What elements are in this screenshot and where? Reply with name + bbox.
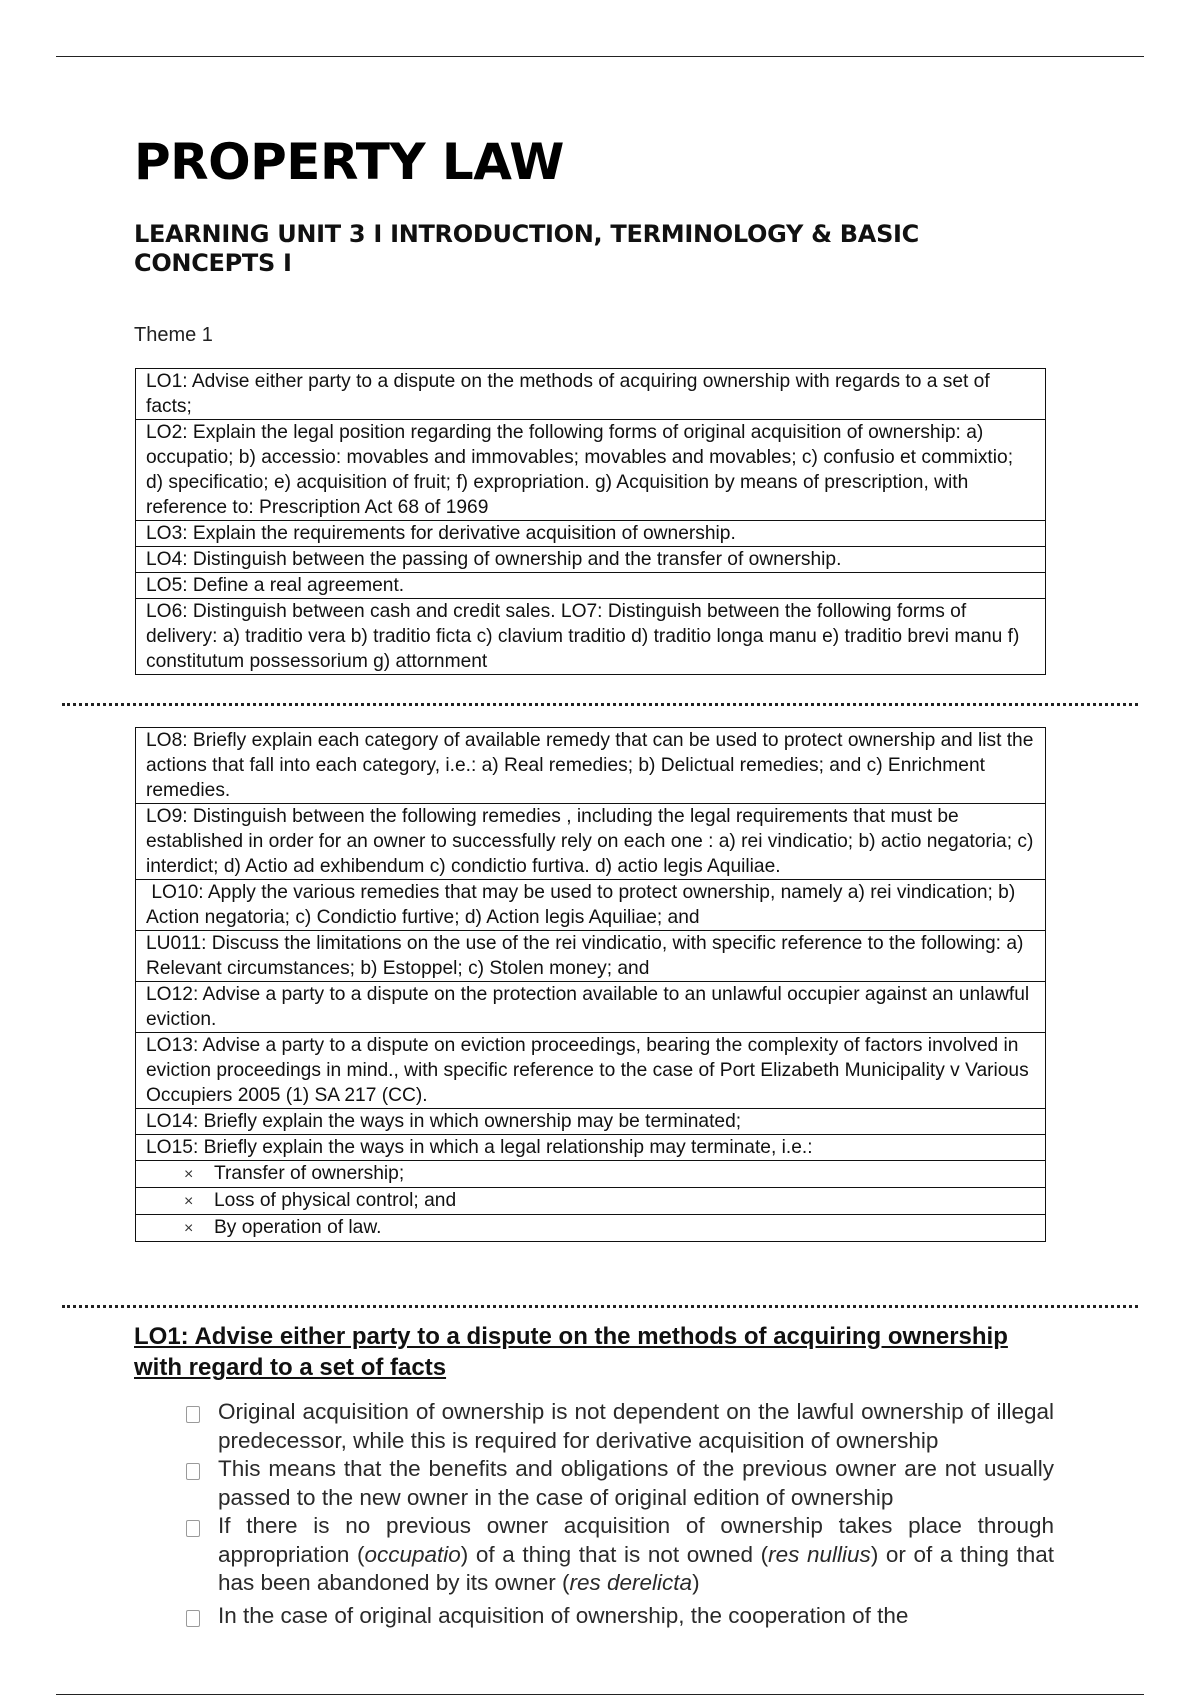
outcome-lo9: LO9: Distinguish between the following remedies , including the legal requirements that must be established in order for an owner to successfully rely on each one : a) rei vindicatio; b) actio negatoria; c) interdict; d) Actio ad exhibendum c) condictio furtiva. d) actio legis Aquiliae. <box>136 804 1046 880</box>
outcome-lo5: LO5: Define a real agreement. <box>136 573 1046 599</box>
termination-item <box>136 1161 1046 1188</box>
table-row <box>136 880 1046 931</box>
table-row <box>136 1135 1046 1161</box>
table-row <box>136 420 1046 521</box>
outcome-lo14: LO14: Briefly explain the ways in which ownership may be terminated; <box>136 1109 1046 1135</box>
outcome-lo13: LO13: Advise a party to a dispute on eviction proceedings, bearing the complexity of factors involved in eviction proceedings in mind., with specific reference to the case of Port Elizabeth Municipality v Various Occupiers 2005 (1) SA 217 (CC). <box>136 1033 1046 1109</box>
unit-title: LEARNING UNIT 3 I INTRODUCTION, TERMINOLOGY & BASIC CONCEPTS I <box>134 220 919 277</box>
table-row <box>136 369 1046 420</box>
top-rule <box>56 56 1144 57</box>
dotted-separator <box>62 703 1138 706</box>
note-text: In the case of original acquisition of ownership, the cooperation of the <box>218 1602 909 1628</box>
outcome-lo3: LO3: Explain the requirements for derivative acquisition of ownership. <box>136 521 1046 547</box>
latin-term: res derelicta <box>569 1570 693 1595</box>
outcome-lo4: LO4: Distinguish between the passing of ownership and the transfer of ownership. <box>136 547 1046 573</box>
list-item <box>186 1455 1054 1512</box>
table-row <box>136 1188 1046 1215</box>
table-row <box>136 1161 1046 1188</box>
termination-item-text: By operation of law. <box>214 1217 382 1238</box>
termination-item-text: Loss of physical control; and <box>214 1190 457 1211</box>
outcome-lo2: LO2: Explain the legal position regarding the following forms of original acquisition of ownership: a) occupatio; b) accessio: movables and immovables; movables and movables; c) confusio et commixtio; d) specificatio; e) acquisition of fruit; f) expropriation. g) Acquisition by means of prescription, with reference to: Prescription Act 68 of 1969 <box>136 420 1046 521</box>
table-row <box>136 804 1046 880</box>
table-row <box>136 547 1046 573</box>
notes-list <box>186 1398 1054 1630</box>
outcome-lo15: LO15: Briefly explain the ways in which a legal relationship may terminate, i.e.: <box>136 1135 1046 1161</box>
note-text: This means that the benefits and obligations of the previous owner are not usually passed to the new owner in the case of original edition of ownership <box>218 1456 1054 1510</box>
outcomes-table-2 <box>135 727 1046 1242</box>
table-row <box>136 728 1046 804</box>
outcome-lo6-lo7: LO6: Distinguish between cash and credit sales. LO7: Distinguish between the following forms of delivery: a) traditio vera b) traditio ficta c) clavium traditio d) traditio longa manu e) traditio brevi manu f) constitutum possessorium g) attornment <box>136 599 1046 675</box>
table-row <box>136 521 1046 547</box>
page-title: PROPERTY LAW <box>134 133 564 191</box>
table-row <box>136 1033 1046 1109</box>
outcome-lu011: LU011: Discuss the limitations on the use of the rei vindicatio, with specific reference to the following: a) Relevant circumstances; b) Estoppel; c) Stolen money; and <box>136 931 1046 982</box>
note-text <box>218 1513 1054 1595</box>
outcomes-table-1 <box>135 368 1046 675</box>
theme-label: Theme 1 <box>134 324 213 346</box>
outcome-lo1: LO1: Advise either party to a dispute on the methods of acquiring ownership with regards to a set of facts; <box>136 369 1046 420</box>
outcome-lo12: LO12: Advise a party to a dispute on the protection available to an unlawful occupier against an unlawful eviction. <box>136 982 1046 1033</box>
termination-item-text: Transfer of ownership; <box>214 1163 405 1184</box>
latin-term: occupatio <box>364 1541 461 1567</box>
checkbox-bullet-icon <box>186 1520 200 1537</box>
table-row <box>136 573 1046 599</box>
checkbox-bullet-icon <box>186 1463 200 1480</box>
termination-item <box>136 1215 1046 1242</box>
cross-icon: × <box>184 1193 194 1210</box>
note-text-part: ) <box>692 1570 700 1595</box>
note-text-part: ) of a thing that is not owned ( <box>460 1541 769 1567</box>
note-text-part: ) or of a thing that has been abandoned by its owner ( <box>218 1541 1054 1595</box>
checkbox-bullet-icon <box>186 1406 200 1423</box>
cross-icon: × <box>184 1220 194 1237</box>
dotted-separator <box>62 1305 1138 1308</box>
note-text-part: If there is no previous owner acquisition of ownership takes place through appropriation ( <box>218 1513 1054 1567</box>
table-row <box>136 1109 1046 1135</box>
latin-term: res nullius <box>768 1541 871 1567</box>
table-row <box>136 599 1046 675</box>
list-item <box>186 1602 1054 1631</box>
section-heading: LO1: Advise either party to a dispute on the methods of acquiring ownership with regard to a set of facts <box>134 1323 1008 1381</box>
outcome-lo8: LO8: Briefly explain each category of available remedy that can be used to protect ownership and list the actions that fall into each category, i.e.: a) Real remedies; b) Delictual remedies; and c) Enrichment remedies. <box>136 728 1046 804</box>
list-item <box>186 1512 1054 1598</box>
note-text: Original acquisition of ownership is not dependent on the lawful ownership of illegal predecessor, while this is required for derivative acquisition of ownership <box>218 1399 1054 1453</box>
table-row <box>136 931 1046 982</box>
bottom-rule <box>56 1694 1144 1695</box>
cross-icon: × <box>184 1166 194 1183</box>
termination-item <box>136 1188 1046 1215</box>
table-row <box>136 982 1046 1033</box>
table-row <box>136 1215 1046 1242</box>
checkbox-bullet-icon <box>186 1610 200 1627</box>
list-item <box>186 1398 1054 1455</box>
outcome-lo10: LO10: Apply the various remedies that may be used to protect ownership, namely a) rei vindication; b) Action negatoria; c) Condictio furtive; d) Action legis Aquiliae; and <box>136 880 1046 931</box>
